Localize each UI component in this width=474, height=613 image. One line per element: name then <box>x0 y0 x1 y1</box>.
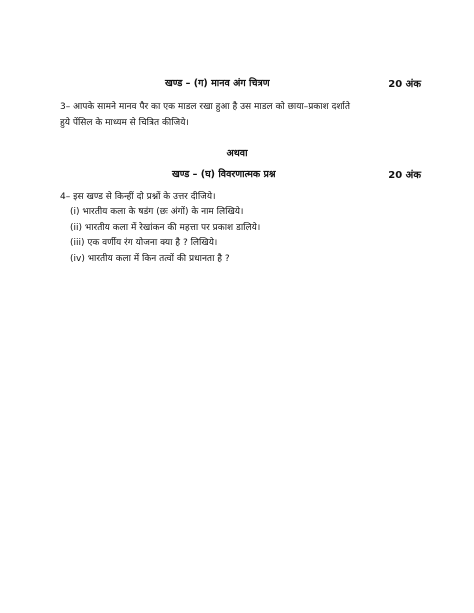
question-4-intro: 4– इस खण्ड से किन्हीं दो प्रश्नों के उत्तर दीजिये। <box>60 192 216 202</box>
section-gh-title: खण्ड – (घ) विवरणात्मक प्रश्न <box>172 169 276 180</box>
or-separator: अथवा <box>226 148 248 159</box>
section-g-heading <box>0 76 474 94</box>
list-item: (iii) एक वर्णीय रंग योजना क्या है ? लिखिये। <box>70 238 218 248</box>
question-4-list <box>70 205 260 267</box>
list-item: (ii) भारतीय कला में रेखांकन की महत्ता पर प्रकाश डालिये। <box>70 222 261 233</box>
section-gh-heading <box>0 167 474 185</box>
list-item: (iv) भारतीय कला में किन तत्वों की प्रधानता है ? <box>70 253 230 264</box>
question-3-line-2: हुये पेंसिल के माध्यम से चित्रित कीजिये। <box>60 118 189 128</box>
list-item: (i) भारतीय कला के षडंग (छः अंगों) के नाम लिखिये। <box>70 207 244 217</box>
section-g-title: खण्ड – (ग) मानव अंग चित्रण <box>165 78 270 89</box>
question-3-line-1: 3– आपके सामने मानव पैर का एक माडल रखा हुआ है उस माडल को छाया–प्रकाश दर्शाते <box>60 102 350 112</box>
question-3 <box>60 99 422 131</box>
section-g-marks: 20 अंक <box>388 79 421 90</box>
section-gh-marks: 20 अंक <box>388 170 421 181</box>
